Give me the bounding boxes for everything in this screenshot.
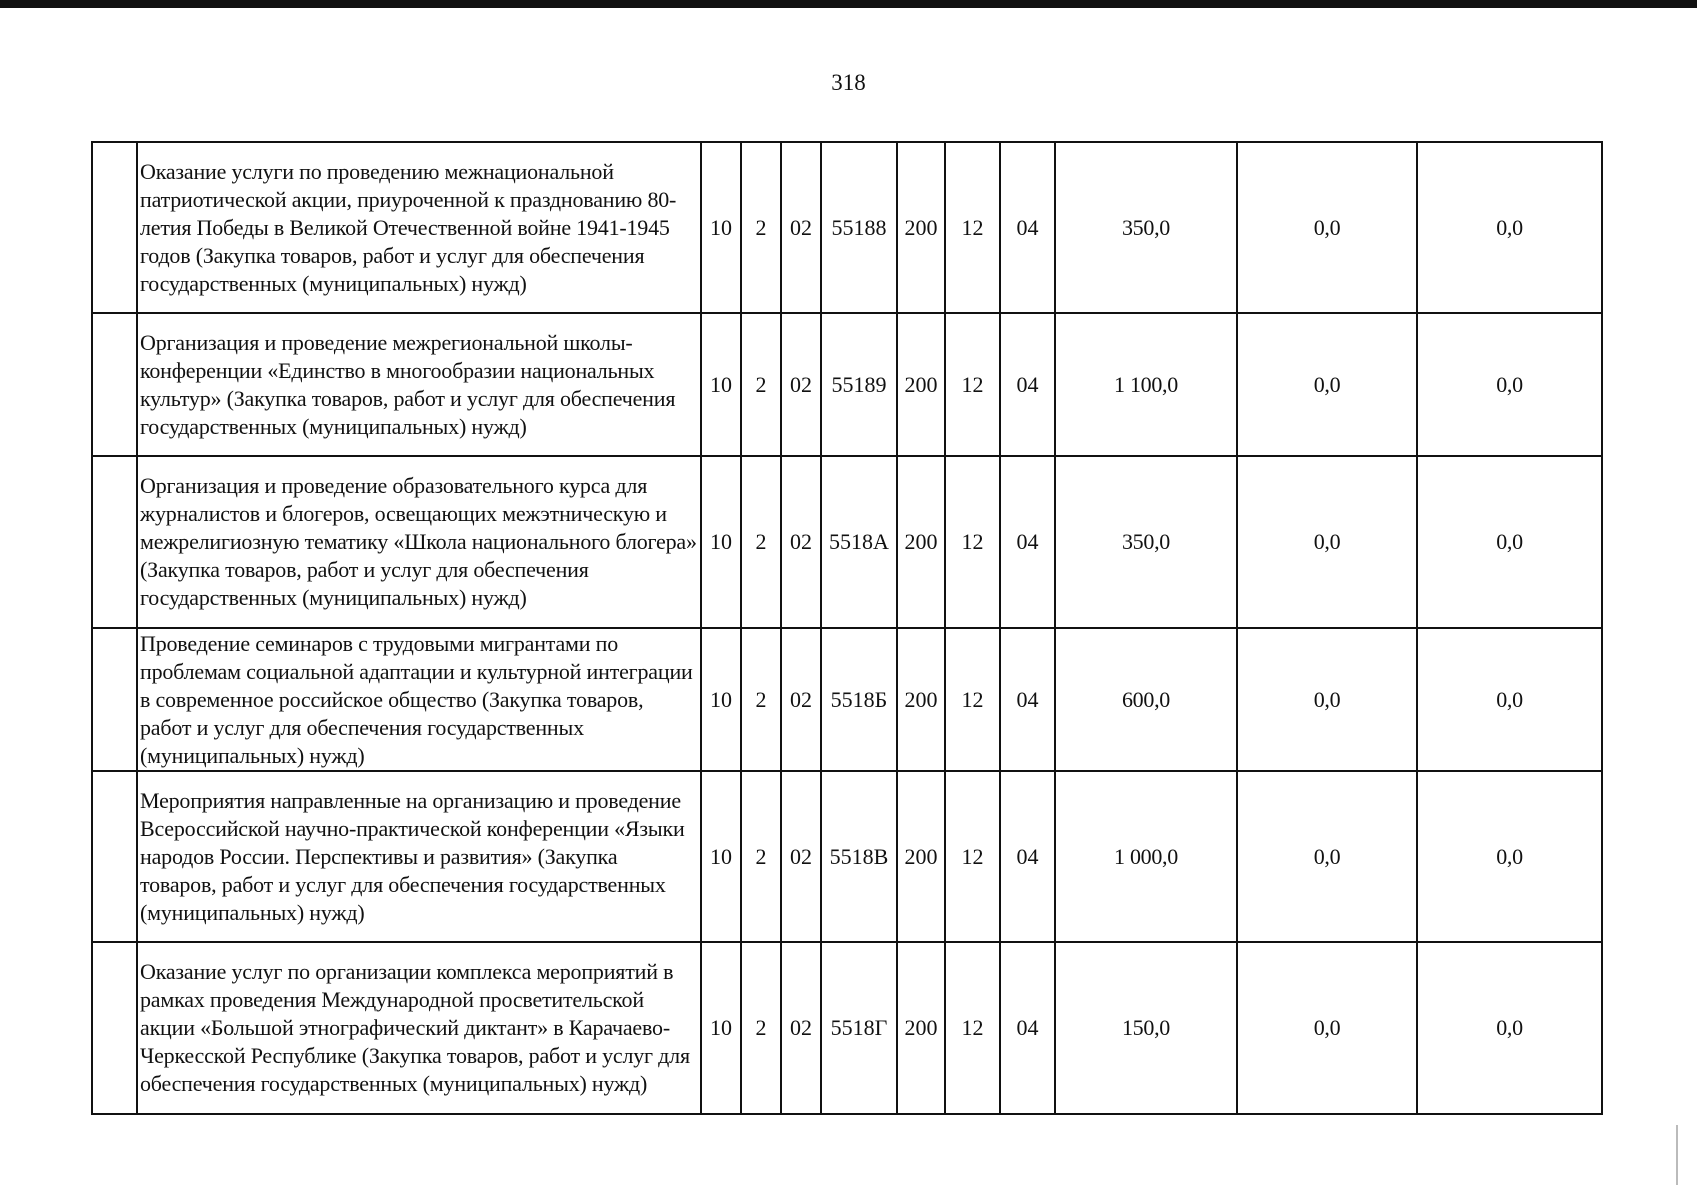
amount-cell: 1 100,0 [1055,313,1237,456]
target-article-cell: 5518А [821,456,897,628]
amount-cell: 600,0 [1055,628,1237,771]
amount-cell: 0,0 [1417,942,1602,1114]
section-cell: 12 [945,142,1000,313]
row-number-cell [92,942,137,1114]
table-row [92,456,1602,628]
target-article-cell: 5518Г [821,942,897,1114]
code-cell: 02 [781,628,821,771]
code-cell: 02 [781,313,821,456]
code-cell: 2 [741,771,781,942]
code-cell: 2 [741,142,781,313]
section-cell: 12 [945,942,1000,1114]
amount-cell: 350,0 [1055,142,1237,313]
subsection-cell: 04 [1000,142,1055,313]
code-cell: 02 [781,456,821,628]
table-row [92,313,1602,456]
scan-margin-mark [1676,1125,1678,1185]
description-cell: Оказание услуг по организации комплекса мероприятий в рамках проведения Международной просветительской акции «Большой этнографический диктант» в Карачаево-Черкесской Республике (Закупка товаров, работ и услуг для обеспечения государственных (муниципальных) нужд) [137,942,701,1114]
expense-type-cell: 200 [897,628,945,771]
table-row [92,142,1602,313]
code-cell: 2 [741,456,781,628]
amount-cell: 350,0 [1055,456,1237,628]
target-article-cell: 55189 [821,313,897,456]
description-cell: Проведение семинаров с трудовыми мигрантами по проблемам социальной адаптации и культурной интеграции в современное российское общество (Закупка товаров, работ и услуг для обеспечения государственных (муниципальных) нужд) [137,628,701,771]
table-row [92,942,1602,1114]
table-row [92,771,1602,942]
expense-type-cell: 200 [897,771,945,942]
budget-table [91,141,1603,1115]
expense-type-cell: 200 [897,142,945,313]
code-cell: 10 [701,313,741,456]
code-cell: 10 [701,942,741,1114]
description-cell: Организация и проведение образовательного курса для журналистов и блогеров, освещающих межэтническую и межрелигиозную тематику «Школа национального блогера» (Закупка товаров, работ и услуг для обеспечения государственных (муниципальных) нужд) [137,456,701,628]
code-cell: 02 [781,771,821,942]
subsection-cell: 04 [1000,456,1055,628]
row-number-cell [92,628,137,771]
amount-cell: 0,0 [1237,942,1417,1114]
subsection-cell: 04 [1000,771,1055,942]
subsection-cell: 04 [1000,628,1055,771]
code-cell: 10 [701,628,741,771]
section-cell: 12 [945,771,1000,942]
expense-type-cell: 200 [897,942,945,1114]
amount-cell: 0,0 [1417,313,1602,456]
subsection-cell: 04 [1000,942,1055,1114]
subsection-cell: 04 [1000,313,1055,456]
amount-cell: 150,0 [1055,942,1237,1114]
expense-type-cell: 200 [897,456,945,628]
amount-cell: 1 000,0 [1055,771,1237,942]
row-number-cell [92,771,137,942]
code-cell: 2 [741,313,781,456]
code-cell: 02 [781,942,821,1114]
expense-type-cell: 200 [897,313,945,456]
description-cell: Организация и проведение межрегиональной школы-конференции «Единство в многообразии национальных культур» (Закупка товаров, работ и услуг для обеспечения государственных (муниципальных) нужд) [137,313,701,456]
table-row [92,628,1602,771]
amount-cell: 0,0 [1237,456,1417,628]
target-article-cell: 5518В [821,771,897,942]
scan-top-border [0,0,1697,8]
section-cell: 12 [945,628,1000,771]
amount-cell: 0,0 [1417,142,1602,313]
description-cell: Оказание услуги по проведению межнациональной патриотической акции, приуроченной к празднованию 80-летия Победы в Великой Отечественной войне 1941-1945 годов (Закупка товаров, работ и услуг для обеспечения государственных (муниципальных) нужд) [137,142,701,313]
row-number-cell [92,142,137,313]
amount-cell: 0,0 [1237,771,1417,942]
target-article-cell: 55188 [821,142,897,313]
amount-cell: 0,0 [1417,628,1602,771]
code-cell: 02 [781,142,821,313]
code-cell: 10 [701,456,741,628]
section-cell: 12 [945,456,1000,628]
description-cell: Мероприятия направленные на организацию и проведение Всероссийской научно-практической конференции «Языки народов России. Перспективы и развития» (Закупка товаров, работ и услуг для обеспечения государственных (муниципальных) нужд) [137,771,701,942]
amount-cell: 0,0 [1417,456,1602,628]
code-cell: 2 [741,942,781,1114]
amount-cell: 0,0 [1237,142,1417,313]
page-number: 318 [831,70,866,95]
target-article-cell: 5518Б [821,628,897,771]
amount-cell: 0,0 [1417,771,1602,942]
amount-cell: 0,0 [1237,313,1417,456]
amount-cell: 0,0 [1237,628,1417,771]
code-cell: 10 [701,771,741,942]
row-number-cell [92,313,137,456]
row-number-cell [92,456,137,628]
code-cell: 10 [701,142,741,313]
section-cell: 12 [945,313,1000,456]
code-cell: 2 [741,628,781,771]
